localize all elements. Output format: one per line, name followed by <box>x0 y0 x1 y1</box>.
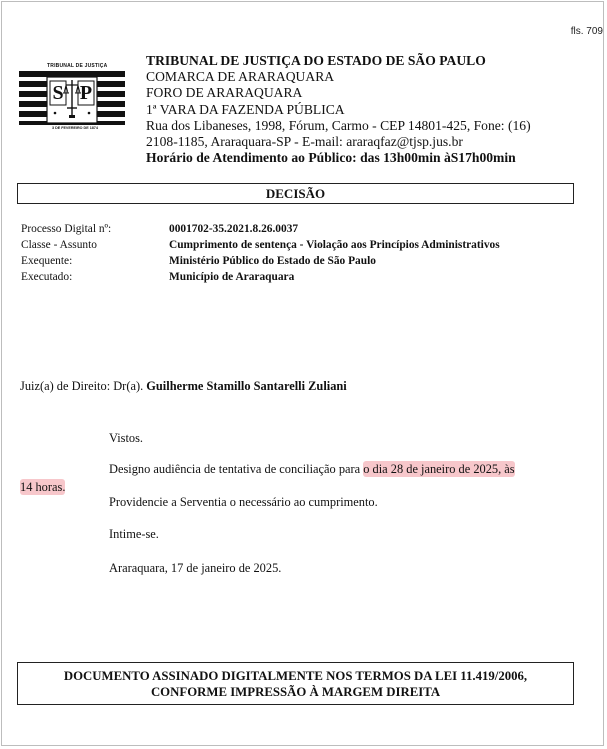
judge-label: Juiz(a) de Direito: Dr(a). <box>20 379 144 393</box>
place-date: Araraquara, 17 de janeiro de 2025. <box>109 561 282 575</box>
court-seal-logo <box>19 63 125 131</box>
signature-line-2: CONFORME IMPRESSÃO À MARGEM DIREITA <box>150 685 441 699</box>
exequente-value: Ministério Público do Estado de São Paulo <box>169 255 376 267</box>
vara: 1ª VARA DA FAZENDA PÚBLICA <box>146 101 345 117</box>
process-label: Processo Digital nº: <box>21 223 112 235</box>
foro: FORO DE ARARAQUARA <box>146 85 303 101</box>
seal-band-text: TRIBUNAL DE JUSTIÇA <box>47 63 108 69</box>
seal-date: 3 DE FEVEREIRO DE 1874 <box>52 126 98 130</box>
judge-name: Guilherme Stamillo Santarelli Zuliani <box>146 379 347 393</box>
court-name: TRIBUNAL DE JUSTIÇA DO ESTADO DE SÃO PAULO <box>146 53 486 68</box>
seal-letter-p: P <box>79 82 93 104</box>
executado-label: Executado: <box>21 271 73 283</box>
signature-line-1: DOCUMENTO ASSINADO DIGITALMENTE NOS TERMOS DA LEI 11.419/2006, <box>63 669 528 683</box>
highlighted-date: o dia 28 de janeiro de 2025, às <box>363 462 515 476</box>
seal-letter-s: S <box>52 82 64 104</box>
class-value: Cumprimento de sentença - Violação aos Princípios Administrativos <box>169 239 500 251</box>
providencie-paragraph: Providencie a Serventia o necessário ao cumprimento. <box>109 495 378 509</box>
designo-text: Designo audiência de tentativa de conciliação para <box>109 462 364 476</box>
exequente-label: Exequente: <box>21 255 73 267</box>
document-type-box <box>17 183 574 204</box>
address-line-2: 2108-1185, Araraquara-SP - E-mail: araraqfaz@tjsp.jus.br <box>146 134 463 150</box>
page-number: fls. 709 <box>570 26 603 37</box>
intime-paragraph: Intime-se. <box>109 527 159 541</box>
process-number: 0001702-35.2021.8.26.0037 <box>169 223 299 235</box>
designo-paragraph <box>109 462 515 477</box>
court-header <box>146 53 566 166</box>
vistos-paragraph: Vistos. <box>109 431 144 445</box>
class-label: Classe - Assunto <box>21 239 97 251</box>
service-hours: Horário de Atendimento ao Público: das 13h00min àS17h00min <box>146 150 516 166</box>
judge-line <box>20 379 347 394</box>
executado-value: Município de Araraquara <box>169 271 295 283</box>
address-line-1: Rua dos Libaneses, 1998, Fórum, Carmo - CEP 14801-425, Fone: (16) <box>146 117 531 133</box>
seal-graphic <box>19 63 125 131</box>
digital-signature-notice <box>17 662 574 705</box>
highlighted-time: 14 horas. <box>20 480 66 494</box>
designo-paragraph-cont <box>20 480 65 495</box>
document-type: DECISÃO <box>265 186 326 201</box>
comarca: COMARCA DE ARARAQUARA <box>146 69 335 85</box>
